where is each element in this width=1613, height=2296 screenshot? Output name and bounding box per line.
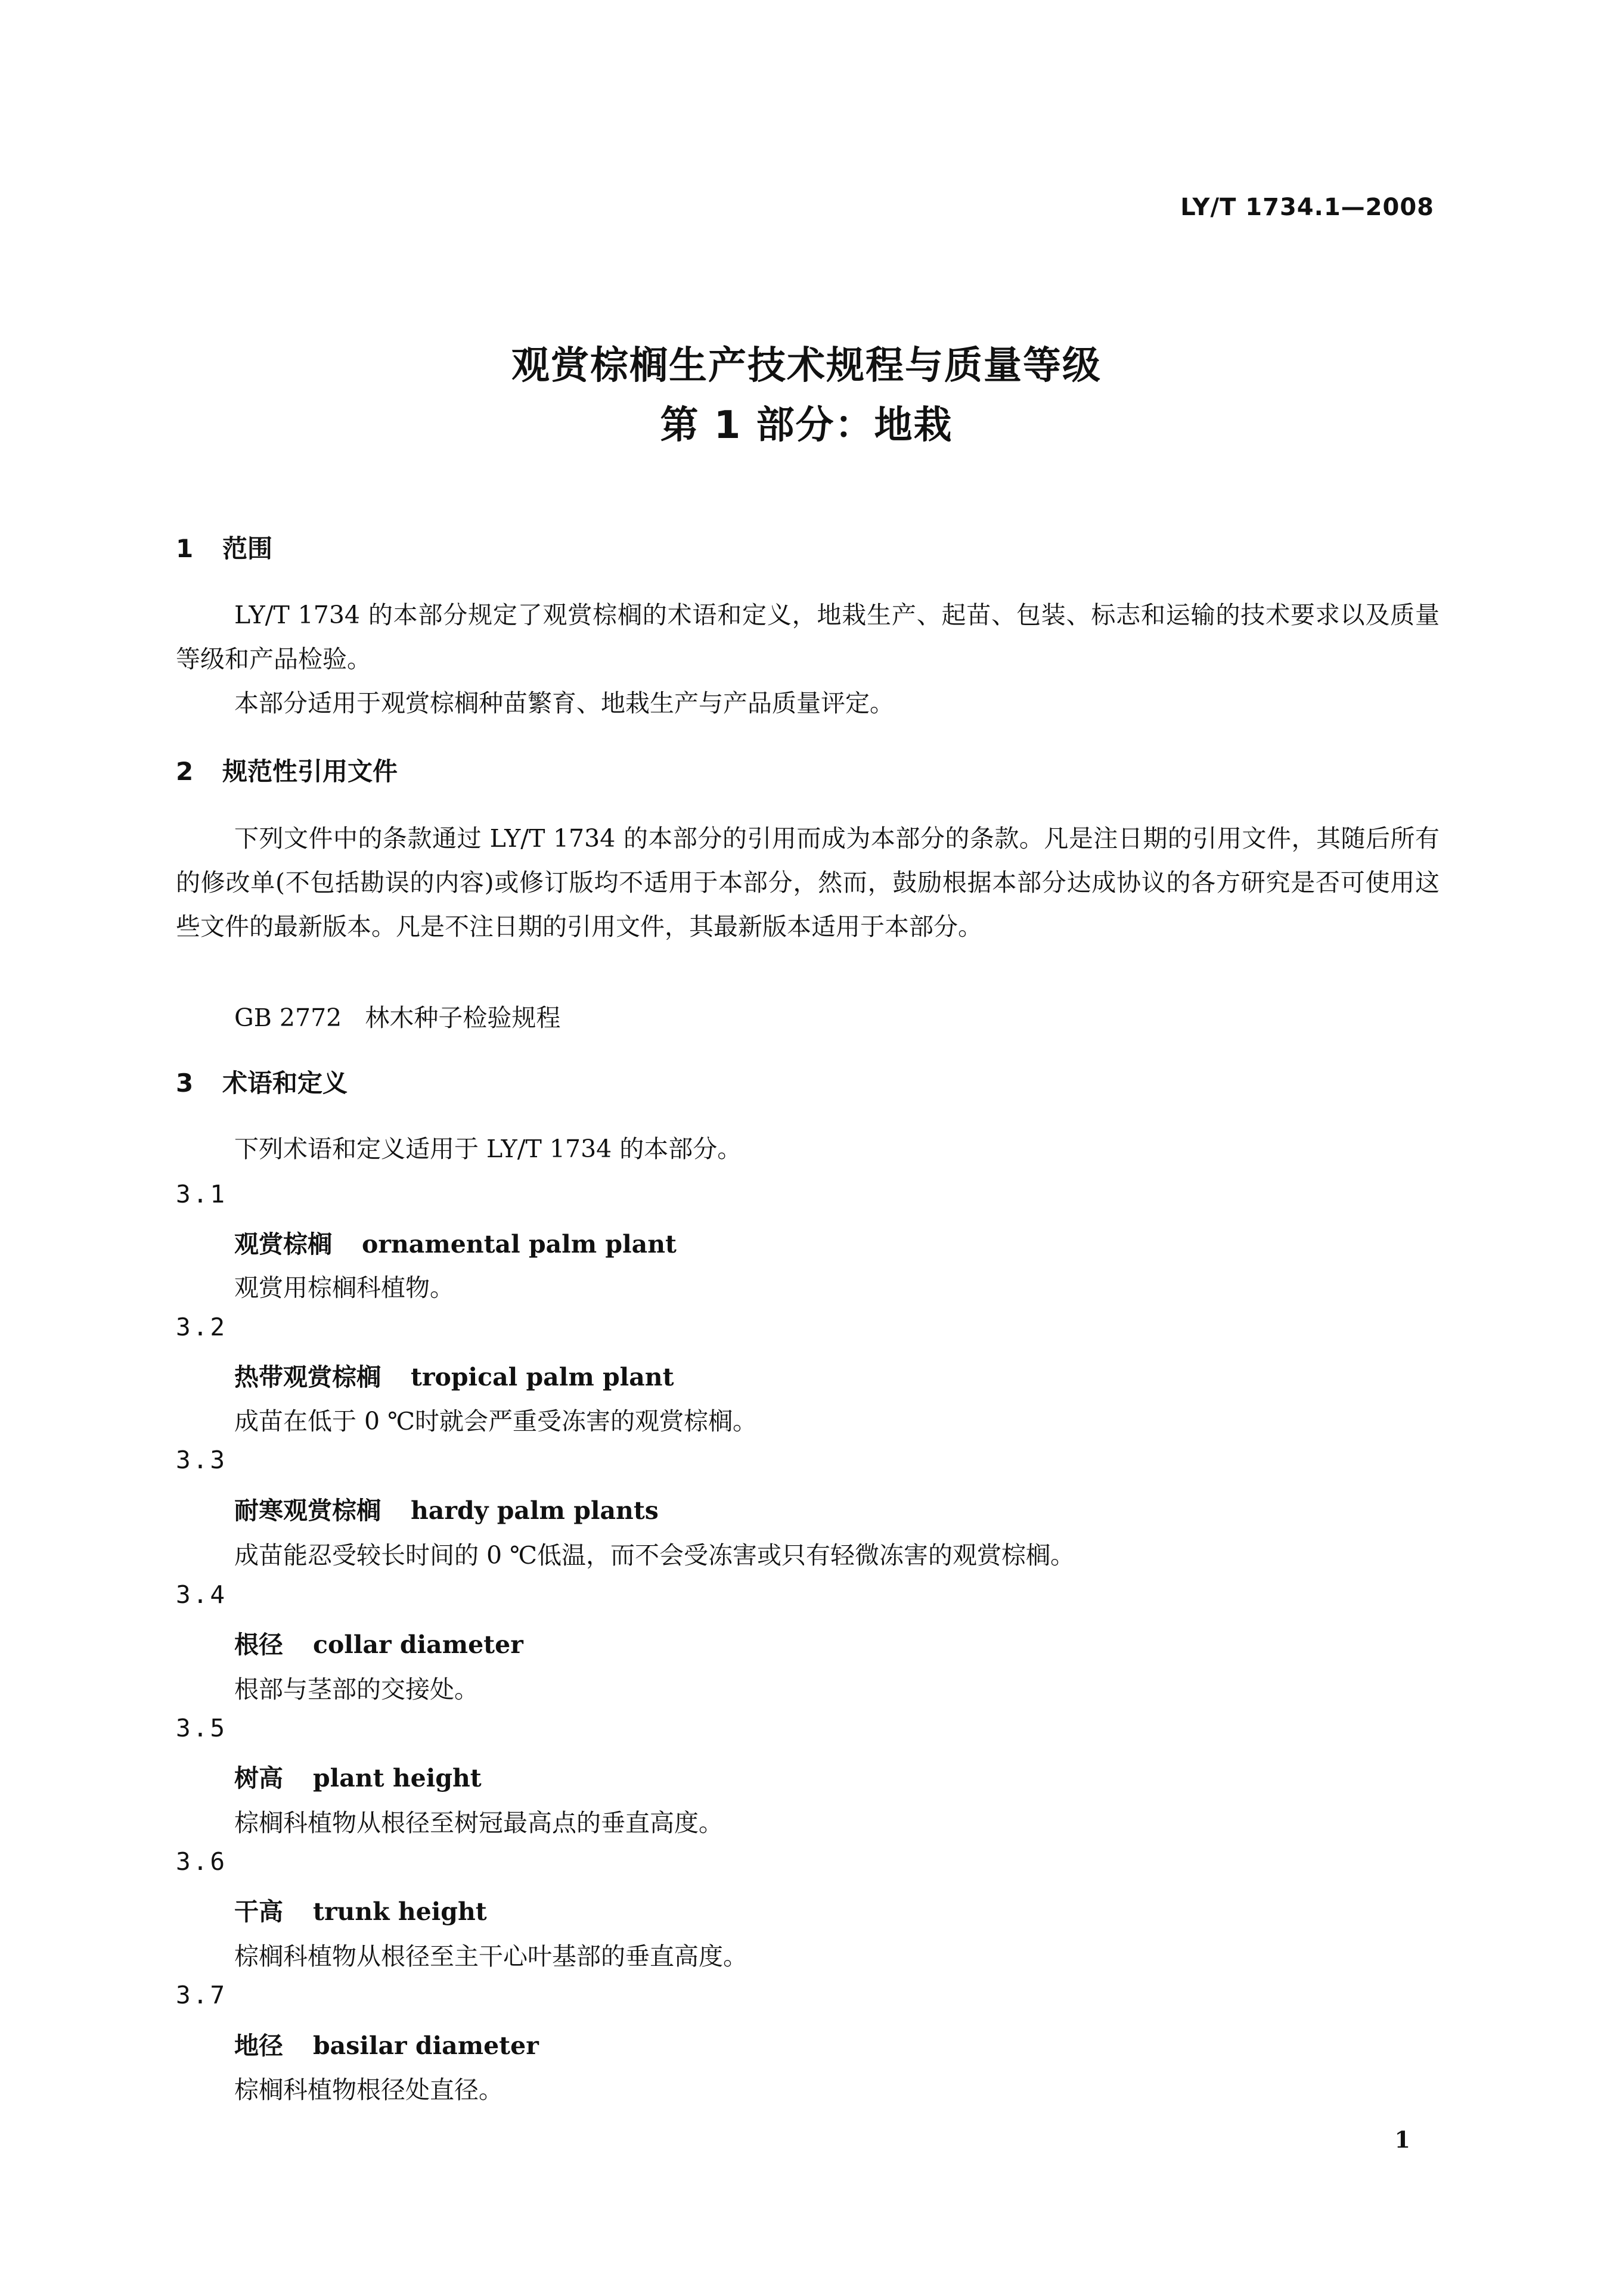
- term-english: tropical palm plant: [411, 1363, 674, 1391]
- term-chinese: 地径: [234, 2031, 283, 2060]
- document-subtitle: 第 1 部分：地栽: [660, 403, 953, 448]
- term-definition: 棕榈科植物从根径至树冠最高点的垂直高度。: [234, 1809, 723, 1837]
- term-definition: 观赏用棕榈科植物。: [234, 1273, 454, 1302]
- term-definition: 棕榈科植物从根径至主干心叶基部的垂直高度。: [234, 1942, 747, 1971]
- term-definition: 根部与茎部的交接处。: [234, 1675, 479, 1704]
- page-number: 1: [1394, 2126, 1410, 2153]
- section-number: 3: [176, 1068, 194, 1098]
- term-chinese: 热带观赏棕榈: [234, 1363, 381, 1391]
- document-title: 观赏棕榈生产技术规程与质量等级: [511, 344, 1102, 388]
- term-number: 3.1: [176, 1180, 228, 1208]
- term-chinese: 根径: [234, 1630, 283, 1659]
- term-entry: [234, 2026, 539, 2061]
- term-entry: [234, 1357, 674, 1393]
- term-chinese: 观赏棕榈: [234, 1230, 332, 1259]
- standard-code: LY/T 1734.1—2008: [1180, 194, 1434, 221]
- term-english: trunk height: [313, 1897, 487, 1926]
- section-2-paragraph-1: 下列文件中的条款通过 LY/T 1734 的本部分的引用而成为本部分的条款。凡是注日期的引用文件，其随后所有的修改单(不包括勘误的内容)或修订版均不适用于本部分，然而，鼓励根据本部分达成协议的各方研究是否可使用这些文件的最新版本。凡是不注日期的引用文件，其最新版本适用于本部分。: [176, 824, 1440, 941]
- term-entry: [234, 1491, 659, 1526]
- section-number: 1: [176, 534, 194, 563]
- term-entry: [234, 1225, 677, 1260]
- term-entry: [234, 1892, 487, 1927]
- term-entry: [234, 1625, 523, 1660]
- section-title: 范围: [222, 534, 273, 563]
- term-english: ornamental palm plant: [362, 1230, 677, 1259]
- section-title: 术语和定义: [222, 1068, 348, 1098]
- term-number: 3.2: [176, 1313, 228, 1341]
- term-number: 3.7: [176, 1981, 228, 2009]
- section-1-paragraph-2: 本部分适用于观赏棕榈种苗繁育、地栽生产与产品质量评定。: [234, 689, 894, 717]
- section-3-heading: [176, 1064, 348, 1099]
- section-1-paragraph-1: LY/T 1734 的本部分规定了观赏棕榈的术语和定义，地栽生产、起苗、包装、标志和运输的技术要求以及质量等级和产品检验。: [176, 601, 1440, 673]
- term-definition: 棕榈科植物根径处直径。: [234, 2076, 503, 2104]
- term-chinese: 树高: [234, 1764, 283, 1792]
- term-definition: 成苗能忍受较长时间的 0 ℃低温，而不会受冻害或只有轻微冻害的观赏棕榈。: [234, 1541, 1075, 1570]
- term-definition: 成苗在低于 0 ℃时就会严重受冻害的观赏棕榈。: [234, 1407, 758, 1436]
- term-english: collar diameter: [313, 1630, 523, 1659]
- section-number: 2: [176, 757, 194, 786]
- normative-reference: GB 2772 林木种子检验规程: [234, 1003, 561, 1032]
- section-3-intro: 下列术语和定义适用于 LY/T 1734 的本部分。: [234, 1135, 742, 1163]
- term-number: 3.4: [176, 1580, 228, 1609]
- section-1-heading: [176, 529, 272, 565]
- term-entry: [234, 1758, 482, 1794]
- term-chinese: 干高: [234, 1897, 283, 1926]
- term-number: 3.6: [176, 1847, 228, 1876]
- term-chinese: 耐寒观赏棕榈: [234, 1496, 381, 1525]
- term-number: 3.3: [176, 1446, 228, 1474]
- term-number: 3.5: [176, 1714, 228, 1742]
- term-english: plant height: [313, 1764, 482, 1792]
- term-english: hardy palm plants: [411, 1496, 659, 1525]
- term-english: basilar diameter: [313, 2031, 539, 2060]
- section-2-heading: [176, 752, 398, 788]
- section-title: 规范性引用文件: [222, 757, 398, 786]
